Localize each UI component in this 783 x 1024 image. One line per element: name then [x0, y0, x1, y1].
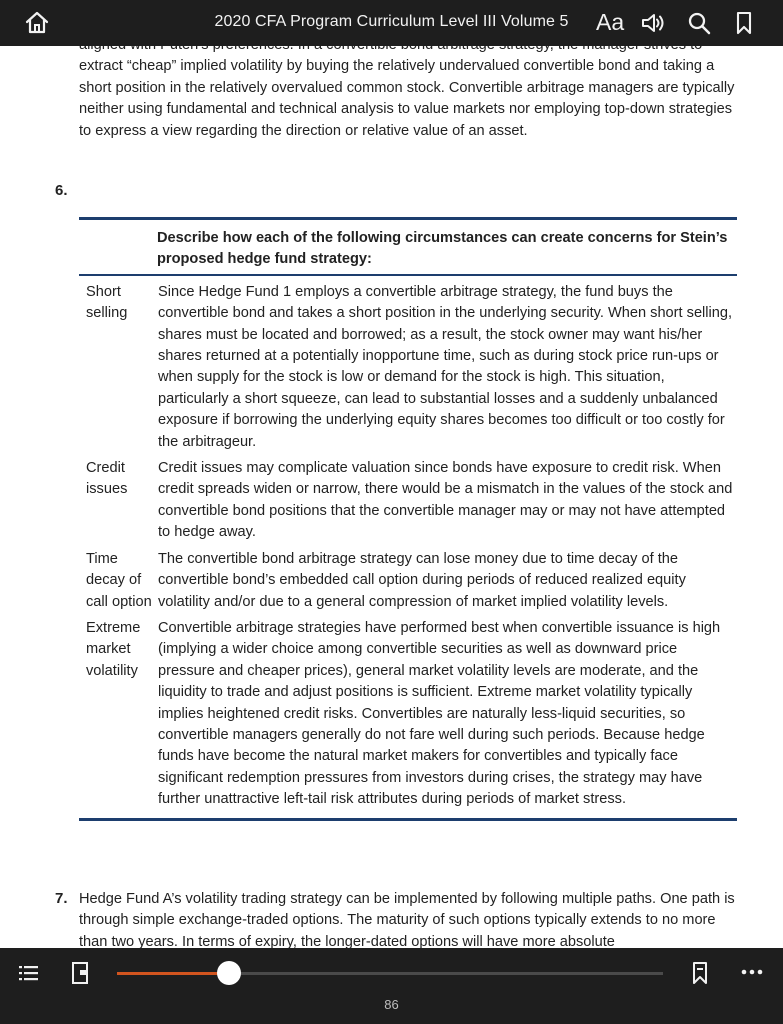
book-title: 2020 CFA Program Curriculum Level III Volume 5	[214, 13, 569, 30]
bookmarks-list-icon[interactable]	[690, 960, 710, 986]
progress-slider[interactable]	[117, 972, 663, 975]
speaker-icon[interactable]	[640, 10, 666, 36]
page-number: 86	[384, 997, 399, 1012]
question-6-number: 6.	[55, 182, 68, 199]
row-text: The convertible bond arbitrage strategy can lose money due to time decay of the convertible bond’s embedded call option during periods of reduced realized equity volatility and/or due to a general compression of market implied volatility levels.	[158, 550, 686, 610]
more-icon[interactable]	[740, 966, 764, 978]
question-7-number: 7.	[55, 890, 68, 907]
row-label: Short selling	[86, 283, 128, 322]
toc-list-icon[interactable]	[18, 963, 40, 983]
row-text: Credit issues may complicate valuation since bonds have exposure to credit risk. When credit spreads widen or narrow, there would be a mismatch in the values of the stock and convertible bond positions that the convertible manager may or may not have attempted to hedge away.	[158, 460, 733, 541]
row-label: Time decay of call option	[86, 550, 152, 610]
search-icon[interactable]	[686, 10, 712, 36]
intro-paragraph: extract “cheap” implied volatility by buying the relatively undervalued convertible bond and taking a short position in the relatively overvalued common stock. Convertible arbitrage managers are typically neither using fundamental and technical analysis to value markets nor employing top-down strategies to express a view regarding the direction or relative value of an asset.	[79, 58, 735, 139]
page-view-icon[interactable]	[70, 961, 90, 985]
table-header: Describe how each of the following circumstances can create concerns for Stein’s proposed hedge fund strategy:	[157, 230, 728, 268]
table-row	[79, 282, 737, 453]
top-toolbar	[0, 0, 783, 46]
text-size-button[interactable]: Aa	[596, 9, 625, 35]
table-row	[79, 618, 737, 811]
progress-handle[interactable]	[217, 961, 241, 985]
progress-fill	[117, 972, 229, 975]
bottom-toolbar	[0, 948, 783, 1024]
bookmark-icon[interactable]	[731, 10, 757, 36]
table-row	[79, 549, 737, 613]
row-text: Since Hedge Fund 1 employs a convertible arbitrage strategy, the fund buys the convertible bond and takes a short position in the underlying security. When short selling, shares must be located and borrowed; as a result, the stock owner may want his/her shares returned at a potentially inopportune time, such as during stock price run-ups or when supply for the stock is low or demand for the stock is high. This situation, particularly a short squeeze, can lead to substantial losses and a suddenly unbalanced exposure if borrowing the underlying equity shares becomes too difficult or too costly for the arbitrageur.	[158, 283, 733, 450]
table-header-rule	[79, 274, 737, 276]
answer-table	[79, 217, 737, 821]
row-label: Credit issues	[86, 460, 128, 498]
row-text: Convertible arbitrage strategies have performed best when convertible issuance is high (implying a wider choice among convertible securities as well as downward price pressure and cheaper prices), general market volatility levels are moderate, and the liquidity to trade and adjust positions is sufficient. Extreme market volatility typically implies heightened credit risks. Convertibles are naturally less-liquid securities, so convertible managers generally do not fare well during such periods. Because hedge funds have become the natural market makers for convertibles and typically face significant redemption pressures from investors during crises, the strategy may have further unattractive left-tail risk attributes during periods of market stress.	[158, 619, 721, 808]
table-row	[79, 458, 737, 544]
question-7-paragraph: Hedge Fund A’s volatility trading strategy can be implemented by following multiple paths. One path is through simple exchange-traded options. The maturity of such options typically extends to no more than two years. In terms of expiry, the longer-dated options will have more absolute	[79, 891, 735, 948]
row-label: Extreme market volatility	[86, 619, 141, 679]
table-bottom-rule	[79, 818, 737, 821]
